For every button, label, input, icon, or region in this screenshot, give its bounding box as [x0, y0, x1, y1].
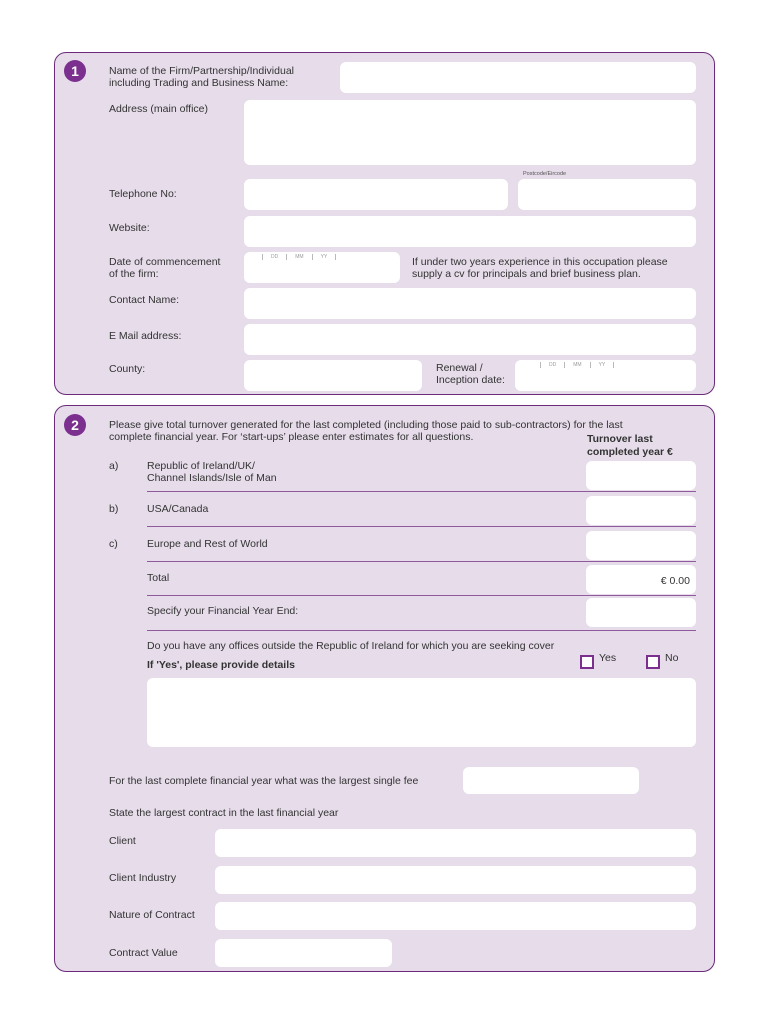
turnover-usa-input[interactable]: [586, 496, 696, 525]
financial-year-end-input[interactable]: [586, 598, 696, 627]
client-industry-input[interactable]: [215, 866, 696, 894]
commencement-label-line2: of the firm:: [109, 268, 159, 280]
turnover-europe-input[interactable]: [586, 531, 696, 560]
contact-name-input[interactable]: [244, 288, 696, 319]
turnover-ireland-input[interactable]: [586, 461, 696, 490]
row-b-letter: b): [109, 503, 119, 515]
largest-contract-label: State the largest contract in the last financial year: [109, 807, 339, 819]
offices-details-label: If 'Yes', please provide details: [147, 659, 295, 671]
renewal-label-line2: Inception date:: [436, 374, 505, 386]
county-input[interactable]: [244, 360, 422, 391]
nature-of-contract-label: Nature of Contract: [109, 909, 195, 921]
telephone-label: Telephone No:: [109, 188, 177, 200]
row-divider: [147, 561, 696, 562]
row-divider: [147, 526, 696, 527]
contract-value-input[interactable]: [215, 939, 392, 967]
section-2-badge: 2: [64, 414, 86, 436]
date-day-segment: DD: [262, 254, 286, 260]
row-c-label: Europe and Rest of World: [147, 538, 268, 550]
offices-question: Do you have any offices outside the Republic of Ireland for which you are seeking cover: [147, 640, 555, 652]
client-label: Client: [109, 835, 136, 847]
turnover-intro-line2: complete financial year. For ‘start-ups’ please enter estimates for all questions.: [109, 431, 474, 443]
address-label: Address (main office): [109, 103, 209, 115]
largest-fee-input[interactable]: [463, 767, 639, 794]
website-label: Website:: [109, 222, 150, 234]
row-divider: [147, 595, 696, 596]
date-month-segment: MM: [286, 254, 311, 260]
no-checkbox[interactable]: [646, 655, 660, 669]
total-label: Total: [147, 572, 170, 584]
date-year-segment: YY: [590, 362, 615, 368]
turnover-intro-line1: Please give total turnover generated for the last completed (including those paid to sub-contractors) for the last: [109, 419, 623, 431]
email-label: E Mail address:: [109, 330, 182, 342]
renewal-date-segments: [540, 362, 614, 368]
row-a-label-line2: Channel Islands/Isle of Man: [147, 472, 277, 484]
turnover-header-line1: Turnover last: [587, 433, 653, 445]
offices-details-input[interactable]: [147, 678, 696, 747]
website-input[interactable]: [244, 216, 696, 247]
date-month-segment: MM: [564, 362, 589, 368]
contract-value-label: Contract Value: [109, 947, 178, 959]
email-input[interactable]: [244, 324, 696, 355]
address-input[interactable]: [244, 100, 696, 165]
no-label: No: [665, 652, 679, 664]
client-input[interactable]: [215, 829, 696, 857]
commencement-date-segments: [262, 254, 336, 260]
financial-year-end-label: Specify your Financial Year End:: [147, 605, 299, 617]
postcode-label: Postcode/Eircode: [523, 171, 567, 177]
turnover-header-line2: completed year €: [587, 446, 673, 458]
under-two-years-note-line1: If under two years experience in this occupation please: [412, 256, 668, 268]
row-c-letter: c): [109, 538, 118, 550]
total-value: € 0.00: [660, 575, 690, 587]
under-two-years-note-line2: supply a cv for principals and brief business plan.: [412, 268, 641, 280]
postcode-input[interactable]: [518, 179, 696, 210]
firm-name-input[interactable]: [340, 62, 696, 93]
client-industry-label: Client Industry: [109, 872, 177, 884]
row-b-label: USA/Canada: [147, 503, 209, 515]
row-a-label-line1: Republic of Ireland/UK/: [147, 460, 255, 472]
contact-name-label: Contact Name:: [109, 294, 180, 306]
date-day-segment: DD: [540, 362, 564, 368]
largest-fee-label: For the last complete financial year what was the largest single fee: [109, 775, 419, 787]
yes-checkbox[interactable]: [580, 655, 594, 669]
section-1-badge: 1: [64, 60, 86, 82]
row-divider: [147, 630, 696, 631]
row-divider: [147, 491, 696, 492]
telephone-input[interactable]: [244, 179, 508, 210]
date-year-segment: YY: [312, 254, 337, 260]
county-label: County:: [109, 363, 146, 375]
nature-of-contract-input[interactable]: [215, 902, 696, 930]
yes-label: Yes: [599, 652, 617, 664]
row-a-letter: a): [109, 460, 119, 472]
firm-name-label-line1: Name of the Firm/Partnership/Individual: [109, 65, 294, 77]
renewal-label-line1: Renewal /: [436, 362, 483, 374]
firm-name-label-line2: including Trading and Business Name:: [109, 77, 289, 89]
commencement-label-line1: Date of commencement: [109, 256, 221, 268]
